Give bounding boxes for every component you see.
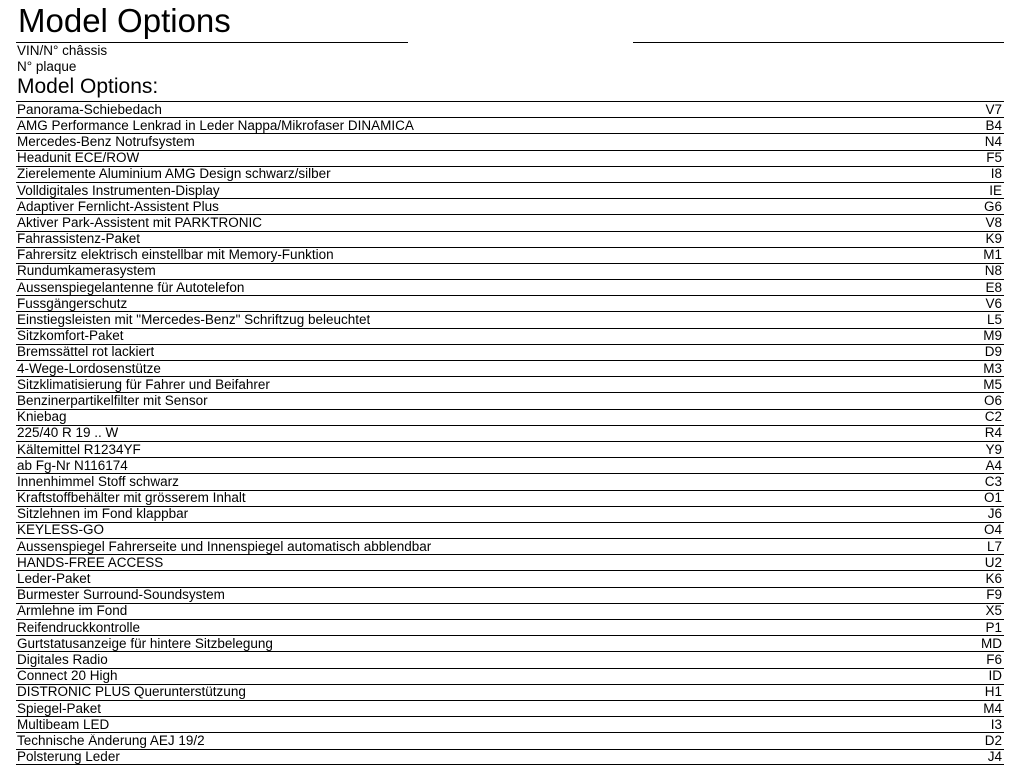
table-row — [16, 376, 1004, 392]
option-code: P1 — [985, 619, 1002, 635]
table-row — [16, 392, 1004, 408]
option-code: Y9 — [985, 441, 1002, 457]
option-code: E8 — [985, 279, 1002, 295]
option-code: H1 — [984, 684, 1002, 700]
table-row — [16, 506, 1004, 522]
option-code: IE — [989, 182, 1002, 198]
option-name: Einstiegsleisten mit "Mercedes-Benz" Schriftzug beleuchtet — [17, 313, 371, 328]
option-name: AMG Performance Lenkrad in Leder Nappa/Mikrofaser DINAMICA — [17, 118, 414, 133]
table-row — [16, 150, 1004, 166]
option-code: K6 — [985, 571, 1002, 587]
table-row — [16, 457, 1004, 473]
option-code: O4 — [983, 522, 1002, 538]
table-row — [16, 732, 1004, 748]
option-name: Aktiver Park-Assistent mit PARKTRONIC — [17, 215, 263, 230]
option-code: M4 — [983, 700, 1002, 716]
option-name: Aussenspiegel Fahrerseite und Innenspiegel automatisch abblendbar — [17, 539, 432, 554]
option-name: Fahrassistenz-Paket — [17, 232, 141, 247]
option-code: I3 — [990, 716, 1002, 732]
option-name: ab Fg-Nr N116174 — [17, 458, 128, 473]
table-row — [16, 247, 1004, 263]
option-name: Rundumkamerasystem — [17, 264, 156, 279]
option-name: Connect 20 High — [17, 669, 118, 684]
option-code: K9 — [985, 231, 1002, 247]
option-code: J4 — [987, 748, 1002, 764]
option-name: Gurtstatusanzeige für hintere Sitzbelegung — [17, 636, 273, 651]
option-code: R4 — [984, 425, 1002, 441]
option-code: B4 — [985, 117, 1002, 133]
table-row — [16, 311, 1004, 327]
option-code: J6 — [987, 506, 1002, 522]
option-name: Fahrersitz elektrisch einstellbar mit Memory-Funktion — [17, 248, 334, 263]
table-row — [16, 182, 1004, 198]
option-name: Mercedes-Benz Notrufsystem — [17, 134, 195, 149]
table-row — [16, 360, 1004, 376]
option-code: U2 — [984, 554, 1002, 570]
option-name: Benzinerpartikelfilter mit Sensor — [17, 393, 208, 408]
option-name: Burmester Surround-Soundsystem — [17, 588, 225, 603]
option-code: I8 — [990, 166, 1002, 182]
table-row — [16, 344, 1004, 360]
table-row — [16, 231, 1004, 247]
option-code: V7 — [985, 101, 1002, 117]
option-name: Innenhimmel Stoff schwarz — [17, 474, 179, 489]
option-name: Adaptiver Fernlicht-Assistent Plus — [17, 199, 219, 214]
table-row — [16, 716, 1004, 732]
option-code: ID — [988, 668, 1002, 684]
option-name: Panorama-Schiebedach — [17, 102, 162, 117]
table-row — [16, 651, 1004, 667]
option-code: C3 — [984, 473, 1002, 489]
table-row — [16, 166, 1004, 182]
option-name: Sitzlehnen im Fond klappbar — [17, 507, 189, 522]
plate-underline — [633, 42, 1004, 43]
page-title: Model Options — [18, 2, 231, 39]
option-code: O6 — [983, 392, 1002, 408]
table-row — [16, 700, 1004, 716]
option-name: Volldigitales Instrumenten-Display — [17, 183, 220, 198]
option-name: 4-Wege-Lordosenstütze — [17, 361, 161, 376]
option-code: F6 — [986, 651, 1002, 667]
table-row — [16, 554, 1004, 570]
options-table — [16, 101, 1004, 765]
option-code: L5 — [986, 312, 1002, 328]
option-code: C2 — [984, 409, 1002, 425]
option-code: D2 — [984, 732, 1002, 748]
table-row — [16, 490, 1004, 506]
option-code: F5 — [986, 150, 1002, 166]
option-name: DISTRONIC PLUS Querunterstützung — [17, 685, 246, 700]
table-row — [16, 295, 1004, 311]
table-row — [16, 441, 1004, 457]
option-name: Kraftstoffbehälter mit grösserem Inhalt — [17, 491, 246, 506]
table-row — [16, 198, 1004, 214]
option-name: Kältemittel R1234YF — [17, 442, 141, 457]
plate-label: N° plaque — [17, 59, 77, 74]
option-name: Multibeam LED — [17, 717, 110, 732]
table-row — [16, 538, 1004, 554]
table-row — [16, 279, 1004, 295]
option-code: M1 — [983, 247, 1002, 263]
table-row — [16, 101, 1004, 117]
option-code: F9 — [986, 587, 1002, 603]
option-code: A4 — [985, 457, 1002, 473]
table-row — [16, 749, 1004, 765]
table-row — [16, 570, 1004, 586]
option-code: D9 — [984, 344, 1002, 360]
option-name: Reifendruckkontrolle — [17, 620, 141, 635]
option-name: Sitzklimatisierung für Fahrer und Beifahrer — [17, 377, 270, 392]
table-row — [16, 473, 1004, 489]
option-name: Aussenspiegelantenne für Autotelefon — [17, 280, 245, 295]
table-row — [16, 214, 1004, 230]
table-row — [16, 603, 1004, 619]
table-row — [16, 684, 1004, 700]
option-name: Sitzkomfort-Paket — [17, 329, 124, 344]
table-row — [16, 522, 1004, 538]
option-code: G6 — [983, 198, 1002, 214]
option-name: Armlehne im Fond — [17, 604, 128, 619]
option-code: M5 — [983, 376, 1002, 392]
option-code: N4 — [984, 133, 1002, 149]
option-code: M3 — [983, 360, 1002, 376]
option-name: 225/40 R 19 .. W — [17, 426, 119, 441]
option-name: Bremssättel rot lackiert — [17, 345, 155, 360]
option-code: MD — [981, 635, 1002, 651]
option-code: V8 — [985, 214, 1002, 230]
table-row — [16, 425, 1004, 441]
option-name: Polsterung Leder — [17, 749, 120, 764]
option-name: Headunit ECE/ROW — [17, 151, 140, 166]
option-code: X5 — [985, 603, 1002, 619]
option-code: M9 — [983, 328, 1002, 344]
table-row — [16, 668, 1004, 684]
option-name: Zierelemente Aluminium AMG Design schwarz/silber — [17, 167, 331, 182]
table-row — [16, 635, 1004, 651]
option-name: KEYLESS-GO — [17, 523, 105, 538]
table-row — [16, 587, 1004, 603]
option-code: O1 — [983, 490, 1002, 506]
option-name: Digitales Radio — [17, 652, 108, 667]
table-row — [16, 133, 1004, 149]
option-name: Kniebag — [17, 410, 67, 425]
option-name: Leder-Paket — [17, 572, 91, 587]
option-code: V6 — [985, 295, 1002, 311]
section-heading: Model Options: — [17, 75, 159, 98]
option-name: HANDS-FREE ACCESS — [17, 555, 164, 570]
option-code: L7 — [986, 538, 1002, 554]
option-name: Technische Änderung AEJ 19/2 — [17, 733, 205, 748]
table-row — [16, 328, 1004, 344]
table-row — [16, 409, 1004, 425]
option-name: Spiegel-Paket — [17, 701, 102, 716]
table-row — [16, 263, 1004, 279]
option-name: Fussgängerschutz — [17, 296, 128, 311]
vin-label: VIN/N° châssis — [17, 43, 108, 58]
table-row — [16, 619, 1004, 635]
option-code: N8 — [984, 263, 1002, 279]
table-row — [16, 117, 1004, 133]
